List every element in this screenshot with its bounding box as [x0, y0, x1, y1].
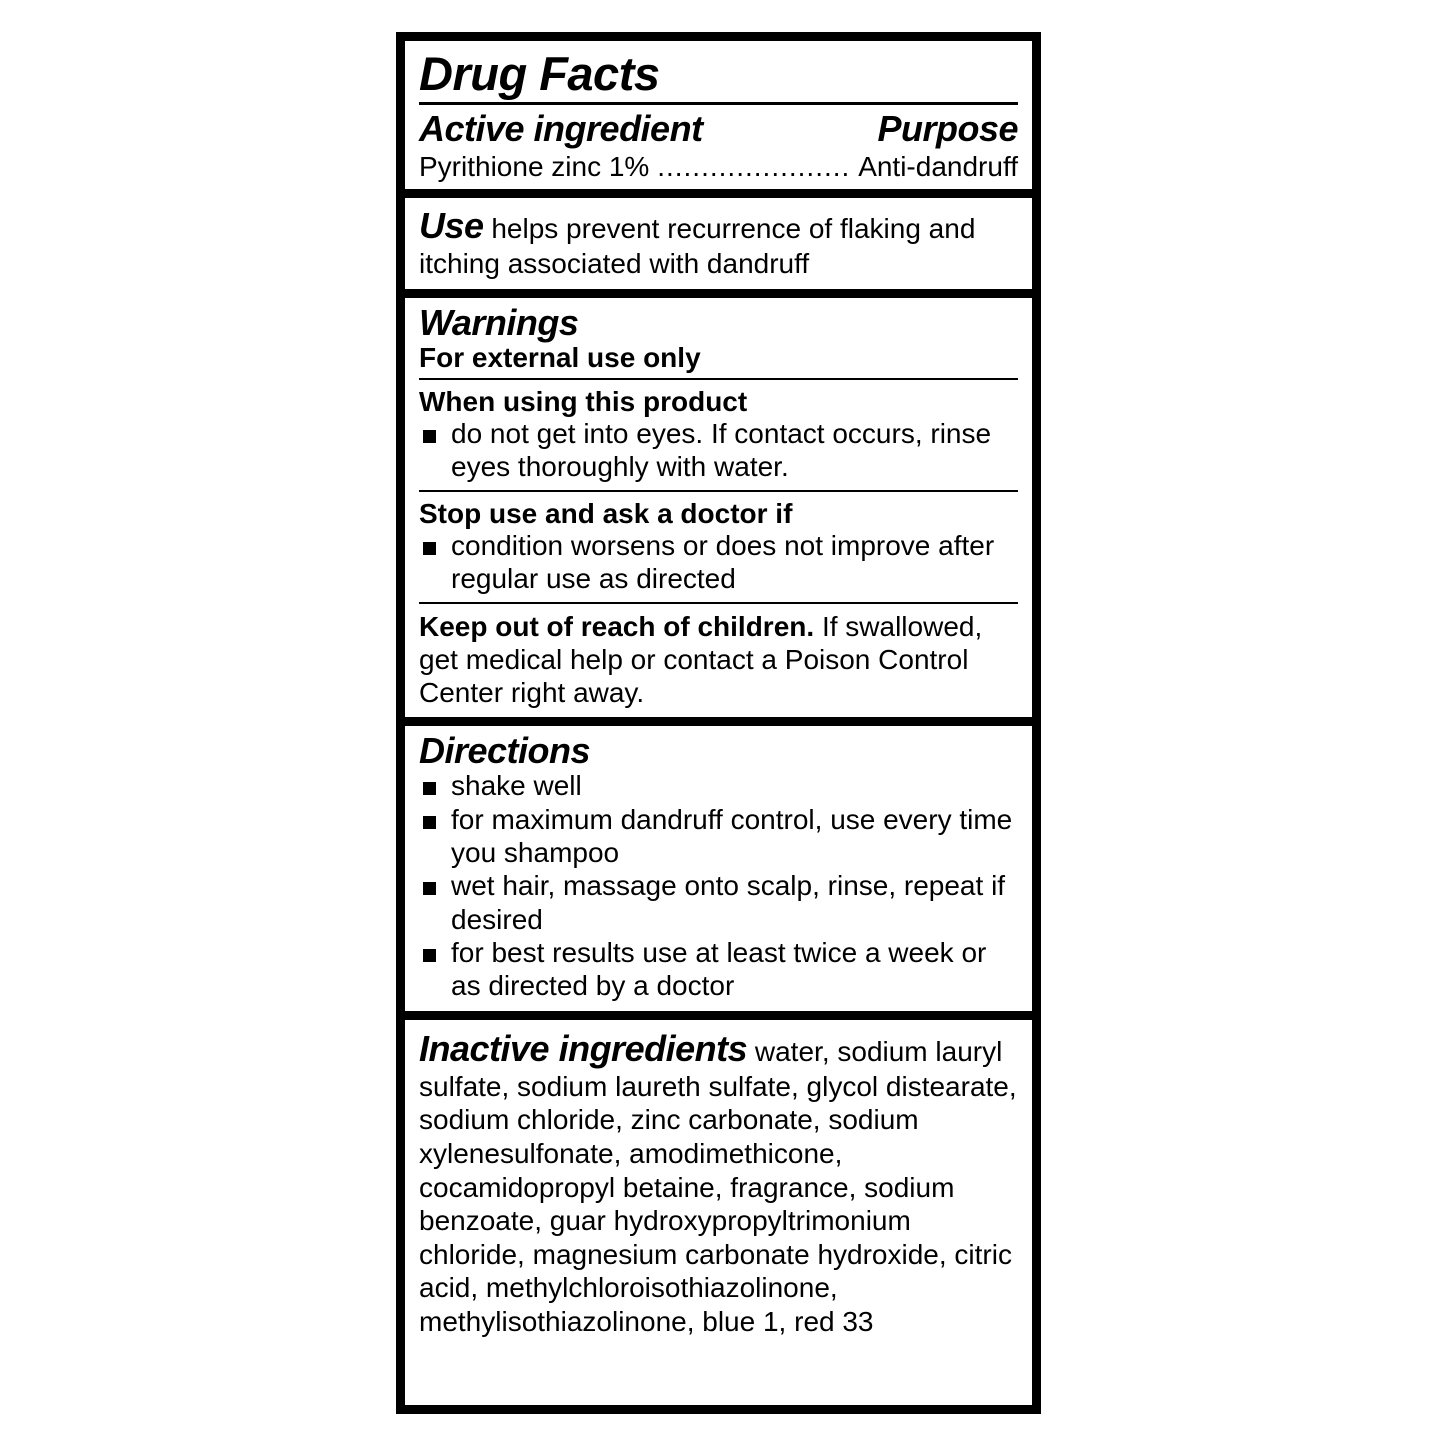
divider-directions: [405, 717, 1032, 726]
stop-use-subsection: [419, 496, 1018, 598]
list-item: [419, 936, 1018, 1003]
keep-out-rest: If swallowed, get medical help or contact a Poison Control Center right away.: [419, 610, 983, 708]
drug-facts-inner: [419, 47, 1018, 1414]
divider-title: [419, 102, 1018, 105]
use-section: [419, 198, 1018, 290]
list-item-text: for maximum dandruff control, use every time you shampoo: [451, 803, 1013, 869]
divider-inactive: [405, 1011, 1032, 1020]
stop-use-heading: Stop use and ask a doctor if: [419, 497, 793, 529]
purpose-heading: Purpose: [877, 107, 1018, 149]
inactive-ingredients-section: [419, 1020, 1018, 1347]
active-ingredient-row: [419, 151, 1018, 183]
list-item: [419, 869, 1018, 936]
bullet-square-icon: [423, 430, 436, 443]
active-ingredient-section: [419, 108, 1018, 183]
use-keyword: Use: [419, 204, 484, 246]
inactive-ingredients-text: water, sodium lauryl sulfate, sodium laureth sulfate, glycol distearate, sodium chloride, zinc carbonate, sodium xylenesulfonate, amodimethicone, cocamidopropyl betaine, fragrance, sodium benzoate, guar hydroxypropyltrimonium chloride, magnesium carbonate hydroxide, citric acid, methylchloroisothiazolinone, methylisothiazolinone, blue 1, red 33: [419, 1035, 1017, 1337]
use-text: helps prevent recurrence of flaking and itching associated with dandruff: [419, 212, 976, 280]
list-item-text: shake well: [451, 770, 582, 802]
keep-out-of-reach-subsection: [419, 608, 1018, 711]
divider-stop-use: [419, 490, 1018, 492]
inactive-ingredients-keyword: Inactive ingredients: [419, 1027, 748, 1069]
list-item: [419, 769, 1018, 802]
use-line: [419, 205, 1018, 281]
when-using-heading: When using this product: [419, 385, 748, 417]
leader-dots: ......................: [657, 150, 851, 182]
bullet-square-icon: [423, 542, 436, 555]
directions-heading: Directions: [419, 729, 591, 771]
list-item-text: for best results use at least twice a week or as directed by a doctor: [451, 937, 987, 1002]
list-item: [419, 803, 1018, 870]
bullet-square-icon: [423, 882, 436, 895]
when-using-subsection: [419, 384, 1018, 486]
warnings-heading: Warnings: [419, 302, 579, 344]
divider-use: [405, 189, 1032, 198]
list-item: [419, 417, 1018, 484]
inactive-ingredients-line: [419, 1027, 1018, 1339]
active-ingredient-name: Pyrithione zinc 1%: [419, 150, 650, 182]
divider-warnings: [405, 289, 1032, 298]
drug-facts-label: [396, 32, 1041, 1414]
divider-when-using: [419, 378, 1018, 380]
active-ingredient-purpose: Anti-dandruff: [858, 150, 1018, 182]
warnings-external-use: For external use only: [419, 342, 701, 374]
keep-out-bold: Keep out of reach of children.: [419, 610, 815, 642]
when-using-list: [419, 417, 1018, 484]
keep-out-line: [419, 610, 1018, 709]
page-title: Drug Facts: [419, 47, 660, 100]
active-ingredient-heading-row: [419, 108, 1018, 150]
bullet-square-icon: [423, 949, 436, 962]
directions-list: [419, 769, 1018, 1002]
divider-keep-out: [419, 602, 1018, 604]
list-item: [419, 529, 1018, 596]
list-item-text: condition worsens or does not improve after regular use as directed: [451, 529, 995, 595]
list-item-text: do not get into eyes. If contact occurs, rinse eyes thoroughly with water.: [451, 417, 992, 483]
active-ingredient-heading: Active ingredient: [419, 107, 703, 149]
warnings-section: [419, 298, 1018, 716]
list-item-text: wet hair, massage onto scalp, rinse, repeat if desired: [451, 870, 1006, 935]
bullet-square-icon: [423, 816, 436, 829]
directions-section: [419, 726, 1018, 1011]
bullet-square-icon: [423, 782, 436, 795]
stop-use-list: [419, 529, 1018, 596]
